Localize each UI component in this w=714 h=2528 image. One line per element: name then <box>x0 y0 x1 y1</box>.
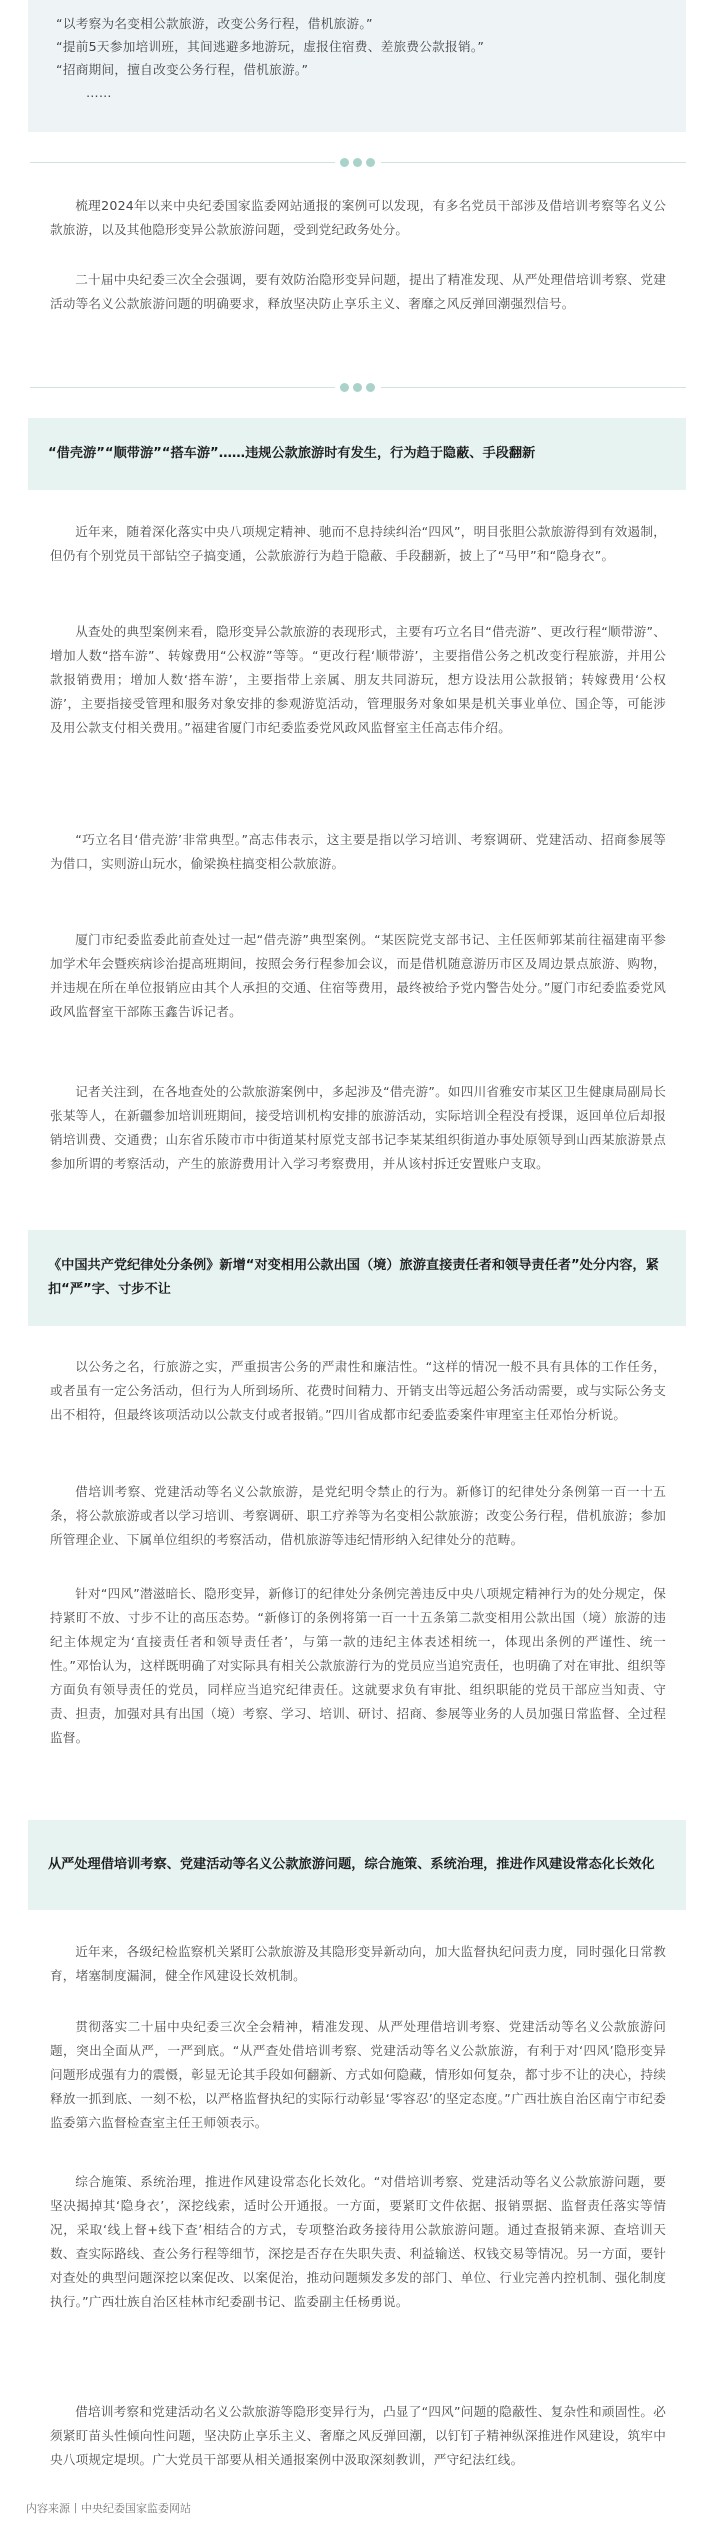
paragraph: 针对“四风”潜滋暗长、隐形变异，新修订的纪律处分条例完善违反中央八项规定精神行为的处分规定，保持紧盯不放、寸步不让的高压态势。“新修订的条例将第一百一十五条第二款变相用公款出国（境）旅游的违纪主体规定为‘直接责任者和领导责任者’，与第一款的违纪主体表述相统一，体现出条例的严谨性、统一性。”邓怡认为，这样既明确了对实际具有相关公款旅游行为的党员应当追究责任，也明确了对在审批、组织等方面负有领导责任的党员，同样应当追究纪律责任。这就要求负有审批、组织职能的党员干部应当知责、守责、担责，加强对具有出国（境）考察、学习、培训、研讨、招商、参展等业务的人员加强日常监督、全过程监督。 <box>50 1586 666 1745</box>
paragraph: 近年来，随着深化落实中央八项规定精神、驰而不息持续纠治“四风”，明目张胆公款旅游得到有效遏制，但仍有个别党员干部钻空子搞变通，公款旅游行为趋于隐蔽、手段翻新，披上了“马甲”和“隐身衣”。 <box>50 524 666 563</box>
paragraph: 从查处的典型案例来看，隐形变异公款旅游的表现形式，主要有巧立名目“借壳游”、更改行程“顺带游”、增加人数“搭车游”、转嫁费用“公权游”等等。“更改行程‘顺带游’，主要指借公务之机改变行程旅游，并用公款报销费用；增加人数‘搭车游’，主要指带上亲属、朋友共同游玩，想方设法用公款报销；转嫁费用‘公权游’，主要指接受管理和服务对象安排的参观游览活动，管理服务对象如果是机关事业单位、国企等，可能涉及用公款支付相关费用。”福建省厦门市纪委监委党风政风监督室主任高志伟介绍。 <box>50 624 666 735</box>
quote-line: “提前5天参加培训班，其间逃避多地游玩，虚报住宿费、差旅费公款报销。” <box>56 39 485 54</box>
paragraph: 贯彻落实二十届中央纪委三次全会精神，精准发现、从严处理借培训考察、党建活动等名义公款旅游问题，突出全面从严，一严到底。“从严查处借培训考察、党建活动等名义公款旅游，有利于对‘四风’隐形变异问题形成强有力的震慑，彰显无论其手段如何翻新、方式如何隐藏，情形如何复杂，都寸步不让的决心，持续释放一抓到底、一刻不松，以严格监督执纪的实际行动彰显‘零容忍’的坚定态度。”广西壮族自治区南宁市纪委监委第六监督检查室主任王师领表示。 <box>50 2019 666 2130</box>
paragraph: 综合施策、系统治理，推进作风建设常态化长效化。“对借培训考察、党建活动等名义公款旅游问题，要坚决揭掉其‘隐身衣’，深挖线索，适时公开通报。一方面，要紧盯文件依据、报销票据、监督责任落实等情况，采取‘线上督+线下查’相结合的方式，专项整治政务接待用公款旅游问题。通过查报销来源、查培训天数、查实际路线、查公务行程等细节，深挖是否存在失职失责、利益输送、权钱交易等情况。另一方面，要针对查处的典型问题深挖以案促改、以案促治，推动问题频发多发的部门、单位、行业完善内控机制、强化制度执行。”广西壮族自治区桂林市纪委副书记、监委副主任杨勇说。 <box>50 2174 666 2309</box>
paragraph: 二十届中央纪委三次全会强调，要有效防治隐形变异问题，提出了精准发现、从严处理借培训考察、党建活动等名义公款旅游问题的明确要求，释放坚决防止享乐主义、奢靡之风反弹回潮强烈信号。 <box>50 272 666 311</box>
section-heading: “借壳游”“顺带游”“搭车游”……违规公款旅游时有发生，行为趋于隐蔽、手段翻新 <box>28 418 686 490</box>
quote-line: …… <box>86 85 112 100</box>
divider <box>0 155 714 171</box>
quote-line: “招商期间，擅自改变公务行程，借机旅游。” <box>56 62 309 77</box>
quote-line: “以考察为名变相公款旅游，改变公务行程，借机旅游。” <box>56 16 373 31</box>
paragraph: 近年来，各级纪检监察机关紧盯公款旅游及其隐形变异新动向，加大监督执纪问责力度，同时强化日常教育，堵塞制度漏洞，健全作风建设长效机制。 <box>50 1944 666 1983</box>
paragraph: 记者关注到，在各地查处的公款旅游案例中，多起涉及“借壳游”。如四川省雅安市某区卫生健康局副局长张某等人，在新疆参加培训班期间，接受培训机构安排的旅游活动，实际培训全程没有授课，返回单位后却报销培训费、交通费；山东省乐陵市市中街道某村原党支部书记李某某组织街道办事处原领导到山西某旅游景点参加所谓的考察活动，产生的旅游费用计入学习考察费用，并从该村拆迁安置账户支取。 <box>50 1084 666 1171</box>
section-heading: 《中国共产党纪律处分条例》新增“对变相用公款出国（境）旅游直接责任者和领导责任者”处分内容，紧扣“严”字、寸步不让 <box>28 1230 686 1326</box>
paragraph: 梳理2024年以来中央纪委国家监委网站通报的案例可以发现，有多名党员干部涉及借培训考察等名义公款旅游，以及其他隐形变异公款旅游问题，受到党纪政务处分。 <box>50 198 666 237</box>
source-note: 内容来源丨中央纪委国家监委网站 <box>26 2502 191 2515</box>
paragraph: 借培训考察和党建活动名义公款旅游等隐形变异行为，凸显了“四风”问题的隐蔽性、复杂性和顽固性。必须紧盯苗头性倾向性问题，坚决防止享乐主义、奢靡之风反弹回潮，以钉钉子精神纵深推进作风建设，筑牢中央八项规定堤坝。广大党员干部要从相关通报案例中汲取深刻教训，严守纪法红线。 <box>50 2404 666 2467</box>
paragraph: 借培训考察、党建活动等名义公款旅游，是党纪明令禁止的行为。新修订的纪律处分条例第一百一十五条，将公款旅游或者以学习培训、考察调研、职工疗养等为名变相公款旅游；改变公务行程，借机旅游；参加所管理企业、下属单位组织的考察活动，借机旅游等违纪情形纳入纪律处分的范畴。 <box>50 1484 666 1547</box>
section-heading: 从严处理借培训考察、党建活动等名义公款旅游问题，综合施策、系统治理，推进作风建设常态化长效化 <box>28 1820 686 1910</box>
divider <box>0 380 714 396</box>
quote-box <box>28 0 686 132</box>
paragraph: “巧立名目‘借壳游’非常典型。”高志伟表示，这主要是指以学习培训、考察调研、党建活动、招商参展等为借口，实则游山玩水，偷梁换柱搞变相公款旅游。 <box>50 832 666 871</box>
paragraph: 以公务之名，行旅游之实，严重损害公务的严肃性和廉洁性。“这样的情况一般不具有具体的工作任务，或者虽有一定公务活动，但行为人所到场所、花费时间精力、开销支出等远超公务活动需要，或与实际公务支出不相符，但最终该项活动以公款支付或者报销。”四川省成都市纪委监委案件审理室主任邓怡分析说。 <box>50 1359 666 1422</box>
paragraph: 厦门市纪委监委此前查处过一起“借壳游”典型案例。“某医院党支部书记、主任医师郭某前往福建南平参加学术年会暨疾病诊治提高班期间，按照会务行程参加会议，而是借机随意游历市区及周边景点旅游、购物，并违规在所在单位报销应由其个人承担的交通、住宿等费用，最终被给予党内警告处分。”厦门市纪委监委党风政风监督室干部陈玉鑫告诉记者。 <box>50 932 666 1019</box>
